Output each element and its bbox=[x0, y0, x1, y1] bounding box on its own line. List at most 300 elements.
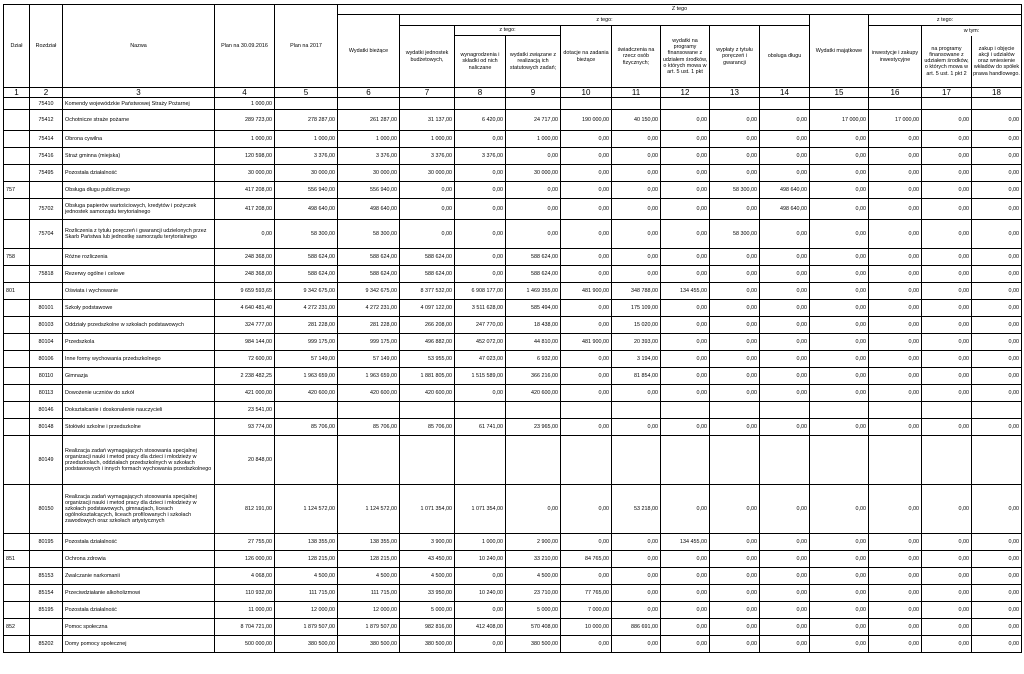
obsluga-dlugu-cell: 0,00 bbox=[760, 485, 810, 534]
obsluga-dlugu-cell: 0,00 bbox=[760, 220, 810, 249]
wydatki-programy-cell: 0,00 bbox=[661, 317, 710, 334]
header-w-tym: w tym: bbox=[922, 26, 1022, 36]
wydatki-biezace-cell: 1 000,00 bbox=[338, 131, 400, 148]
plan-2016-cell: 110 932,00 bbox=[215, 585, 275, 602]
wynagrodzenia-cell bbox=[455, 98, 506, 110]
wydatki-majatkowe-cell: 0,00 bbox=[810, 300, 869, 317]
wydatki-zwiazane-cell: 420 600,00 bbox=[506, 385, 561, 402]
zakup-akcji-cell bbox=[972, 436, 1022, 485]
wynagrodzenia-cell: 3 376,00 bbox=[455, 148, 506, 165]
inwestycje-cell: 0,00 bbox=[869, 266, 922, 283]
dzial-cell bbox=[4, 385, 30, 402]
wydatki-programy-cell: 0,00 bbox=[661, 249, 710, 266]
wydatki-programy-cell bbox=[661, 436, 710, 485]
plan-2017-cell: 281 228,00 bbox=[275, 317, 338, 334]
wydatki-majatkowe-cell: 0,00 bbox=[810, 585, 869, 602]
wynagrodzenia-cell: 247 770,00 bbox=[455, 317, 506, 334]
wydatki-programy-cell: 0,00 bbox=[661, 110, 710, 131]
dotacje-cell: 0,00 bbox=[561, 249, 612, 266]
column-number: 13 bbox=[710, 88, 760, 98]
plan-2017-cell: 420 600,00 bbox=[275, 385, 338, 402]
wydatki-zwiazane-cell: 588 624,00 bbox=[506, 249, 561, 266]
zakup-akcji-cell: 0,00 bbox=[972, 636, 1022, 653]
wyplaty-cell: 0,00 bbox=[710, 636, 760, 653]
wydatki-jednostek-cell: 5 000,00 bbox=[400, 602, 455, 619]
wydatki-zwiazane-cell: 33 210,00 bbox=[506, 551, 561, 568]
table-row bbox=[4, 568, 1022, 585]
nazwa-cell: Oddziały przedszkolne w szkołach podstawowych bbox=[63, 317, 215, 334]
wydatki-majatkowe-cell: 0,00 bbox=[810, 220, 869, 249]
table-row bbox=[4, 131, 1022, 148]
wynagrodzenia-cell: 0,00 bbox=[455, 249, 506, 266]
rozdzial-cell bbox=[30, 283, 63, 300]
dotacje-cell: 0,00 bbox=[561, 419, 612, 436]
zakup-akcji-cell: 0,00 bbox=[972, 602, 1022, 619]
swiadczenia-cell: 40 150,00 bbox=[612, 110, 661, 131]
column-number: 14 bbox=[760, 88, 810, 98]
nazwa-cell: Inne formy wychowania przedszkolnego bbox=[63, 351, 215, 368]
zakup-akcji-cell bbox=[972, 98, 1022, 110]
wyplaty-cell: 0,00 bbox=[710, 334, 760, 351]
wydatki-programy-cell: 0,00 bbox=[661, 636, 710, 653]
obsluga-dlugu-cell: 0,00 bbox=[760, 317, 810, 334]
plan-2016-cell: 9 659 593,65 bbox=[215, 283, 275, 300]
wynagrodzenia-cell bbox=[455, 436, 506, 485]
plan-2016-cell: 72 600,00 bbox=[215, 351, 275, 368]
zakup-akcji-cell: 0,00 bbox=[972, 249, 1022, 266]
swiadczenia-cell: 886 691,00 bbox=[612, 619, 661, 636]
na-programy-cell bbox=[922, 436, 972, 485]
dotacje-cell: 7 000,00 bbox=[561, 602, 612, 619]
wynagrodzenia-cell: 6 908 177,00 bbox=[455, 283, 506, 300]
table-row bbox=[4, 334, 1022, 351]
plan-2017-cell bbox=[275, 436, 338, 485]
inwestycje-cell: 0,00 bbox=[869, 334, 922, 351]
na-programy-cell: 0,00 bbox=[922, 300, 972, 317]
rozdzial-cell bbox=[30, 182, 63, 199]
wydatki-programy-cell: 0,00 bbox=[661, 619, 710, 636]
obsluga-dlugu-cell: 0,00 bbox=[760, 534, 810, 551]
wydatki-biezace-cell: 12 000,00 bbox=[338, 602, 400, 619]
obsluga-dlugu-cell: 0,00 bbox=[760, 351, 810, 368]
wydatki-biezace-cell: 4 272 231,00 bbox=[338, 300, 400, 317]
swiadczenia-cell: 53 218,00 bbox=[612, 485, 661, 534]
dzial-cell bbox=[4, 636, 30, 653]
wydatki-majatkowe-cell: 0,00 bbox=[810, 534, 869, 551]
table-row bbox=[4, 534, 1022, 551]
plan-2016-cell: 289 723,00 bbox=[215, 110, 275, 131]
obsluga-dlugu-cell: 0,00 bbox=[760, 551, 810, 568]
wydatki-zwiazane-cell bbox=[506, 436, 561, 485]
wydatki-programy-cell: 0,00 bbox=[661, 300, 710, 317]
swiadczenia-cell: 0,00 bbox=[612, 220, 661, 249]
dotacje-cell: 0,00 bbox=[561, 568, 612, 585]
wydatki-biezace-cell: 556 940,00 bbox=[338, 182, 400, 199]
zakup-akcji-cell: 0,00 bbox=[972, 182, 1022, 199]
dzial-cell bbox=[4, 334, 30, 351]
dotacje-cell: 0,00 bbox=[561, 385, 612, 402]
expenditure-table bbox=[3, 4, 1022, 653]
wynagrodzenia-cell: 10 240,00 bbox=[455, 551, 506, 568]
nazwa-cell: Dowożenie uczniów do szkół bbox=[63, 385, 215, 402]
na-programy-cell: 0,00 bbox=[922, 534, 972, 551]
obsluga-dlugu-cell: 0,00 bbox=[760, 368, 810, 385]
wydatki-biezace-cell: 111 715,00 bbox=[338, 585, 400, 602]
table-body bbox=[4, 98, 1022, 653]
zakup-akcji-cell: 0,00 bbox=[972, 283, 1022, 300]
table-row bbox=[4, 148, 1022, 165]
na-programy-cell: 0,00 bbox=[922, 148, 972, 165]
wydatki-biezace-cell: 138 355,00 bbox=[338, 534, 400, 551]
obsluga-dlugu-cell: 0,00 bbox=[760, 148, 810, 165]
wydatki-jednostek-cell: 53 955,00 bbox=[400, 351, 455, 368]
zakup-akcji-cell: 0,00 bbox=[972, 110, 1022, 131]
obsluga-dlugu-cell: 0,00 bbox=[760, 568, 810, 585]
wydatki-majatkowe-cell: 17 000,00 bbox=[810, 110, 869, 131]
table-row bbox=[4, 351, 1022, 368]
wydatki-zwiazane-cell: 4 500,00 bbox=[506, 568, 561, 585]
wydatki-jednostek-cell: 0,00 bbox=[400, 199, 455, 220]
dzial-cell bbox=[4, 602, 30, 619]
dzial-cell bbox=[4, 402, 30, 419]
nazwa-cell: Obrona cywilna bbox=[63, 131, 215, 148]
wydatki-biezace-cell: 128 215,00 bbox=[338, 551, 400, 568]
zakup-akcji-cell: 0,00 bbox=[972, 419, 1022, 436]
na-programy-cell: 0,00 bbox=[922, 283, 972, 300]
wyplaty-cell: 0,00 bbox=[710, 283, 760, 300]
wydatki-majatkowe-cell: 0,00 bbox=[810, 199, 869, 220]
nazwa-cell: Różne rozliczenia bbox=[63, 249, 215, 266]
column-number: 3 bbox=[63, 88, 215, 98]
inwestycje-cell: 0,00 bbox=[869, 534, 922, 551]
zakup-akcji-cell: 0,00 bbox=[972, 585, 1022, 602]
wydatki-jednostek-cell: 3 376,00 bbox=[400, 148, 455, 165]
wydatki-biezace-cell: 9 342 675,00 bbox=[338, 283, 400, 300]
wydatki-jednostek-cell: 4 500,00 bbox=[400, 568, 455, 585]
wynagrodzenia-cell: 1 000,00 bbox=[455, 534, 506, 551]
dzial-cell bbox=[4, 110, 30, 131]
wydatki-majatkowe-cell: 0,00 bbox=[810, 602, 869, 619]
swiadczenia-cell: 0,00 bbox=[612, 534, 661, 551]
obsluga-dlugu-cell: 0,00 bbox=[760, 300, 810, 317]
dzial-cell: 801 bbox=[4, 283, 30, 300]
plan-2016-cell: 0,00 bbox=[215, 220, 275, 249]
obsluga-dlugu-cell: 0,00 bbox=[760, 602, 810, 619]
obsluga-dlugu-cell: 0,00 bbox=[760, 334, 810, 351]
wydatki-biezace-cell: 1 963 659,00 bbox=[338, 368, 400, 385]
na-programy-cell: 0,00 bbox=[922, 585, 972, 602]
dzial-cell bbox=[4, 419, 30, 436]
na-programy-cell: 0,00 bbox=[922, 551, 972, 568]
dzial-cell: 757 bbox=[4, 182, 30, 199]
wynagrodzenia-cell: 0,00 bbox=[455, 385, 506, 402]
table-row bbox=[4, 266, 1022, 283]
wydatki-programy-cell: 0,00 bbox=[661, 368, 710, 385]
column-number: 16 bbox=[869, 88, 922, 98]
rozdzial-cell: 75412 bbox=[30, 110, 63, 131]
nazwa-cell: Obsługa papierów wartościowych, kredytów i pożyczek jednostek samorządu terytorialnego bbox=[63, 199, 215, 220]
wydatki-jednostek-cell: 4 097 122,00 bbox=[400, 300, 455, 317]
column-number: 1 bbox=[4, 88, 30, 98]
wydatki-programy-cell: 0,00 bbox=[661, 602, 710, 619]
wyplaty-cell: 0,00 bbox=[710, 534, 760, 551]
rozdzial-cell: 85195 bbox=[30, 602, 63, 619]
wydatki-zwiazane-cell: 0,00 bbox=[506, 148, 561, 165]
swiadczenia-cell: 0,00 bbox=[612, 249, 661, 266]
na-programy-cell: 0,00 bbox=[922, 182, 972, 199]
dotacje-cell: 0,00 bbox=[561, 368, 612, 385]
plan-2017-cell: 999 175,00 bbox=[275, 334, 338, 351]
wynagrodzenia-cell: 0,00 bbox=[455, 568, 506, 585]
header-z-tego-biezace: z tego: bbox=[400, 15, 810, 26]
swiadczenia-cell: 348 788,00 bbox=[612, 283, 661, 300]
na-programy-cell: 0,00 bbox=[922, 131, 972, 148]
wynagrodzenia-cell: 3 511 628,00 bbox=[455, 300, 506, 317]
inwestycje-cell: 0,00 bbox=[869, 419, 922, 436]
nazwa-cell: Szkoły podstawowe bbox=[63, 300, 215, 317]
swiadczenia-cell: 0,00 bbox=[612, 419, 661, 436]
nazwa-cell: Obsługa długu publicznego bbox=[63, 182, 215, 199]
dzial-cell bbox=[4, 98, 30, 110]
column-number: 18 bbox=[972, 88, 1022, 98]
zakup-akcji-cell: 0,00 bbox=[972, 385, 1022, 402]
wyplaty-cell: 0,00 bbox=[710, 568, 760, 585]
table-row bbox=[4, 585, 1022, 602]
wydatki-jednostek-cell: 588 624,00 bbox=[400, 249, 455, 266]
obsluga-dlugu-cell: 0,00 bbox=[760, 619, 810, 636]
wynagrodzenia-cell: 10 240,00 bbox=[455, 585, 506, 602]
plan-2016-cell: 27 755,00 bbox=[215, 534, 275, 551]
nazwa-cell: Pozostała działalność bbox=[63, 602, 215, 619]
wydatki-zwiazane-cell: 570 408,00 bbox=[506, 619, 561, 636]
wyplaty-cell: 58 300,00 bbox=[710, 182, 760, 199]
wydatki-jednostek-cell: 30 000,00 bbox=[400, 165, 455, 182]
na-programy-cell bbox=[922, 98, 972, 110]
plan-2016-cell: 1 000,00 bbox=[215, 98, 275, 110]
wynagrodzenia-cell: 0,00 bbox=[455, 602, 506, 619]
swiadczenia-cell: 175 109,00 bbox=[612, 300, 661, 317]
obsluga-dlugu-cell: 0,00 bbox=[760, 131, 810, 148]
inwestycje-cell bbox=[869, 402, 922, 419]
wydatki-biezace-cell bbox=[338, 98, 400, 110]
table-row bbox=[4, 165, 1022, 182]
swiadczenia-cell bbox=[612, 436, 661, 485]
na-programy-cell: 0,00 bbox=[922, 220, 972, 249]
plan-2017-cell: 1 124 572,00 bbox=[275, 485, 338, 534]
wydatki-programy-cell bbox=[661, 402, 710, 419]
wydatki-programy-cell: 0,00 bbox=[661, 148, 710, 165]
na-programy-cell: 0,00 bbox=[922, 619, 972, 636]
wynagrodzenia-cell: 6 420,00 bbox=[455, 110, 506, 131]
wyplaty-cell: 58 300,00 bbox=[710, 220, 760, 249]
plan-2016-cell: 324 777,00 bbox=[215, 317, 275, 334]
wyplaty-cell: 0,00 bbox=[710, 619, 760, 636]
wydatki-zwiazane-cell: 18 438,00 bbox=[506, 317, 561, 334]
dzial-cell bbox=[4, 485, 30, 534]
dotacje-cell: 0,00 bbox=[561, 131, 612, 148]
inwestycje-cell: 0,00 bbox=[869, 602, 922, 619]
nazwa-cell: Ochrona zdrowia bbox=[63, 551, 215, 568]
wydatki-jednostek-cell: 0,00 bbox=[400, 182, 455, 199]
wydatki-jednostek-cell: 1 000,00 bbox=[400, 131, 455, 148]
plan-2016-cell: 417 208,00 bbox=[215, 199, 275, 220]
wydatki-zwiazane-cell: 30 000,00 bbox=[506, 165, 561, 182]
dzial-cell bbox=[4, 199, 30, 220]
wydatki-jednostek-cell: 420 600,00 bbox=[400, 385, 455, 402]
swiadczenia-cell: 0,00 bbox=[612, 165, 661, 182]
plan-2017-cell: 9 342 675,00 bbox=[275, 283, 338, 300]
swiadczenia-cell: 0,00 bbox=[612, 551, 661, 568]
obsluga-dlugu-cell bbox=[760, 436, 810, 485]
wydatki-jednostek-cell bbox=[400, 402, 455, 419]
wyplaty-cell: 0,00 bbox=[710, 351, 760, 368]
inwestycje-cell: 17 000,00 bbox=[869, 110, 922, 131]
wydatki-zwiazane-cell: 23 710,00 bbox=[506, 585, 561, 602]
wydatki-zwiazane-cell: 585 494,00 bbox=[506, 300, 561, 317]
wydatki-programy-cell: 134 455,00 bbox=[661, 534, 710, 551]
wynagrodzenia-cell: 412 408,00 bbox=[455, 619, 506, 636]
wydatki-jednostek-cell: 982 816,00 bbox=[400, 619, 455, 636]
column-number: 5 bbox=[275, 88, 338, 98]
dotacje-cell: 0,00 bbox=[561, 148, 612, 165]
column-number-row bbox=[4, 88, 1022, 98]
wydatki-majatkowe-cell: 0,00 bbox=[810, 485, 869, 534]
wyplaty-cell: 0,00 bbox=[710, 385, 760, 402]
nazwa-cell: Zwalczanie narkomanii bbox=[63, 568, 215, 585]
plan-2017-cell: 4 500,00 bbox=[275, 568, 338, 585]
dotacje-cell bbox=[561, 98, 612, 110]
dotacje-cell: 0,00 bbox=[561, 317, 612, 334]
rozdzial-cell: 80148 bbox=[30, 419, 63, 436]
dotacje-cell: 0,00 bbox=[561, 165, 612, 182]
column-number: 17 bbox=[922, 88, 972, 98]
dzial-cell: 851 bbox=[4, 551, 30, 568]
dotacje-cell: 0,00 bbox=[561, 199, 612, 220]
wydatki-jednostek-cell bbox=[400, 436, 455, 485]
inwestycje-cell bbox=[869, 436, 922, 485]
plan-2017-cell: 556 940,00 bbox=[275, 182, 338, 199]
wydatki-programy-cell: 0,00 bbox=[661, 334, 710, 351]
inwestycje-cell: 0,00 bbox=[869, 351, 922, 368]
plan-2016-cell: 93 774,00 bbox=[215, 419, 275, 436]
wyplaty-cell: 0,00 bbox=[710, 165, 760, 182]
zakup-akcji-cell: 0,00 bbox=[972, 131, 1022, 148]
plan-2017-cell: 380 500,00 bbox=[275, 636, 338, 653]
table-row bbox=[4, 98, 1022, 110]
wydatki-jednostek-cell: 85 706,00 bbox=[400, 419, 455, 436]
wynagrodzenia-cell: 1 515 589,00 bbox=[455, 368, 506, 385]
wydatki-majatkowe-cell: 0,00 bbox=[810, 334, 869, 351]
dzial-cell bbox=[4, 148, 30, 165]
nazwa-cell: Rozliczenia z tytułu poręczeń i gwarancji udzielonych przez Skarb Państwa lub jednostkę samorządu terytorialnego bbox=[63, 220, 215, 249]
nazwa-cell: Rezerwy ogólne i celowe bbox=[63, 266, 215, 283]
wydatki-biezace-cell: 498 640,00 bbox=[338, 199, 400, 220]
nazwa-cell: Przeciwdziałanie alkoholizmowi bbox=[63, 585, 215, 602]
plan-2017-cell: 58 300,00 bbox=[275, 220, 338, 249]
swiadczenia-cell: 0,00 bbox=[612, 385, 661, 402]
rozdzial-cell: 85202 bbox=[30, 636, 63, 653]
header-z-tego-jednostek: z tego: bbox=[455, 26, 561, 36]
zakup-akcji-cell: 0,00 bbox=[972, 368, 1022, 385]
table-row bbox=[4, 249, 1022, 266]
inwestycje-cell: 0,00 bbox=[869, 199, 922, 220]
wydatki-zwiazane-cell: 366 216,00 bbox=[506, 368, 561, 385]
rozdzial-cell bbox=[30, 249, 63, 266]
zakup-akcji-cell: 0,00 bbox=[972, 300, 1022, 317]
plan-2017-cell: 588 624,00 bbox=[275, 266, 338, 283]
wydatki-zwiazane-cell: 44 810,00 bbox=[506, 334, 561, 351]
wydatki-biezace-cell: 30 000,00 bbox=[338, 165, 400, 182]
wydatki-biezace-cell: 588 624,00 bbox=[338, 249, 400, 266]
wyplaty-cell: 0,00 bbox=[710, 199, 760, 220]
zakup-akcji-cell bbox=[972, 402, 1022, 419]
wydatki-programy-cell: 134 455,00 bbox=[661, 283, 710, 300]
wydatki-jednostek-cell: 266 208,00 bbox=[400, 317, 455, 334]
dzial-cell bbox=[4, 220, 30, 249]
wydatki-majatkowe-cell bbox=[810, 98, 869, 110]
wydatki-majatkowe-cell: 0,00 bbox=[810, 619, 869, 636]
na-programy-cell: 0,00 bbox=[922, 317, 972, 334]
na-programy-cell: 0,00 bbox=[922, 636, 972, 653]
zakup-akcji-cell: 0,00 bbox=[972, 199, 1022, 220]
wydatki-majatkowe-cell: 0,00 bbox=[810, 283, 869, 300]
wydatki-programy-cell: 0,00 bbox=[661, 585, 710, 602]
plan-2016-cell: 8 704 721,00 bbox=[215, 619, 275, 636]
header-rozdzial: Rozdział bbox=[30, 5, 63, 88]
obsluga-dlugu-cell: 498 640,00 bbox=[760, 182, 810, 199]
wyplaty-cell: 0,00 bbox=[710, 110, 760, 131]
header-swiadczenia: świadczenia na rzecz osób fizycznych; bbox=[612, 26, 661, 88]
plan-2016-cell: 248 368,00 bbox=[215, 249, 275, 266]
wydatki-zwiazane-cell: 380 500,00 bbox=[506, 636, 561, 653]
swiadczenia-cell: 0,00 bbox=[612, 266, 661, 283]
nazwa-cell: Pomoc społeczna bbox=[63, 619, 215, 636]
swiadczenia-cell: 0,00 bbox=[612, 636, 661, 653]
wydatki-jednostek-cell: 8 377 532,00 bbox=[400, 283, 455, 300]
inwestycje-cell: 0,00 bbox=[869, 317, 922, 334]
nazwa-cell: Ochotnicze straże pożarne bbox=[63, 110, 215, 131]
rozdzial-cell: 80103 bbox=[30, 317, 63, 334]
header-wydatki-majatkowe: Wydatki majątkowe bbox=[810, 15, 869, 88]
wydatki-majatkowe-cell: 0,00 bbox=[810, 266, 869, 283]
swiadczenia-cell: 81 854,00 bbox=[612, 368, 661, 385]
column-number: 15 bbox=[810, 88, 869, 98]
wydatki-biezace-cell: 3 376,00 bbox=[338, 148, 400, 165]
wydatki-zwiazane-cell: 1 000,00 bbox=[506, 131, 561, 148]
wydatki-zwiazane-cell: 0,00 bbox=[506, 485, 561, 534]
budget-expenditure-sheet bbox=[3, 4, 1021, 653]
dotacje-cell: 0,00 bbox=[561, 534, 612, 551]
wydatki-majatkowe-cell: 0,00 bbox=[810, 249, 869, 266]
table-row bbox=[4, 436, 1022, 485]
column-number: 12 bbox=[661, 88, 710, 98]
wydatki-programy-cell: 0,00 bbox=[661, 351, 710, 368]
swiadczenia-cell: 0,00 bbox=[612, 199, 661, 220]
dzial-cell bbox=[4, 131, 30, 148]
wydatki-biezace-cell: 380 500,00 bbox=[338, 636, 400, 653]
nazwa-cell: Straż gminna (miejska) bbox=[63, 148, 215, 165]
header-wydatki-zwiazane: wydatki związane z realizacją ich statutowych zadań; bbox=[506, 36, 561, 88]
wydatki-biezace-cell: 1 124 572,00 bbox=[338, 485, 400, 534]
wydatki-zwiazane-cell: 6 932,00 bbox=[506, 351, 561, 368]
wydatki-programy-cell: 0,00 bbox=[661, 165, 710, 182]
plan-2016-cell: 11 000,00 bbox=[215, 602, 275, 619]
table-header bbox=[4, 5, 1022, 98]
dotacje-cell: 10 000,00 bbox=[561, 619, 612, 636]
wydatki-biezace-cell: 85 706,00 bbox=[338, 419, 400, 436]
wyplaty-cell: 0,00 bbox=[710, 551, 760, 568]
na-programy-cell: 0,00 bbox=[922, 249, 972, 266]
